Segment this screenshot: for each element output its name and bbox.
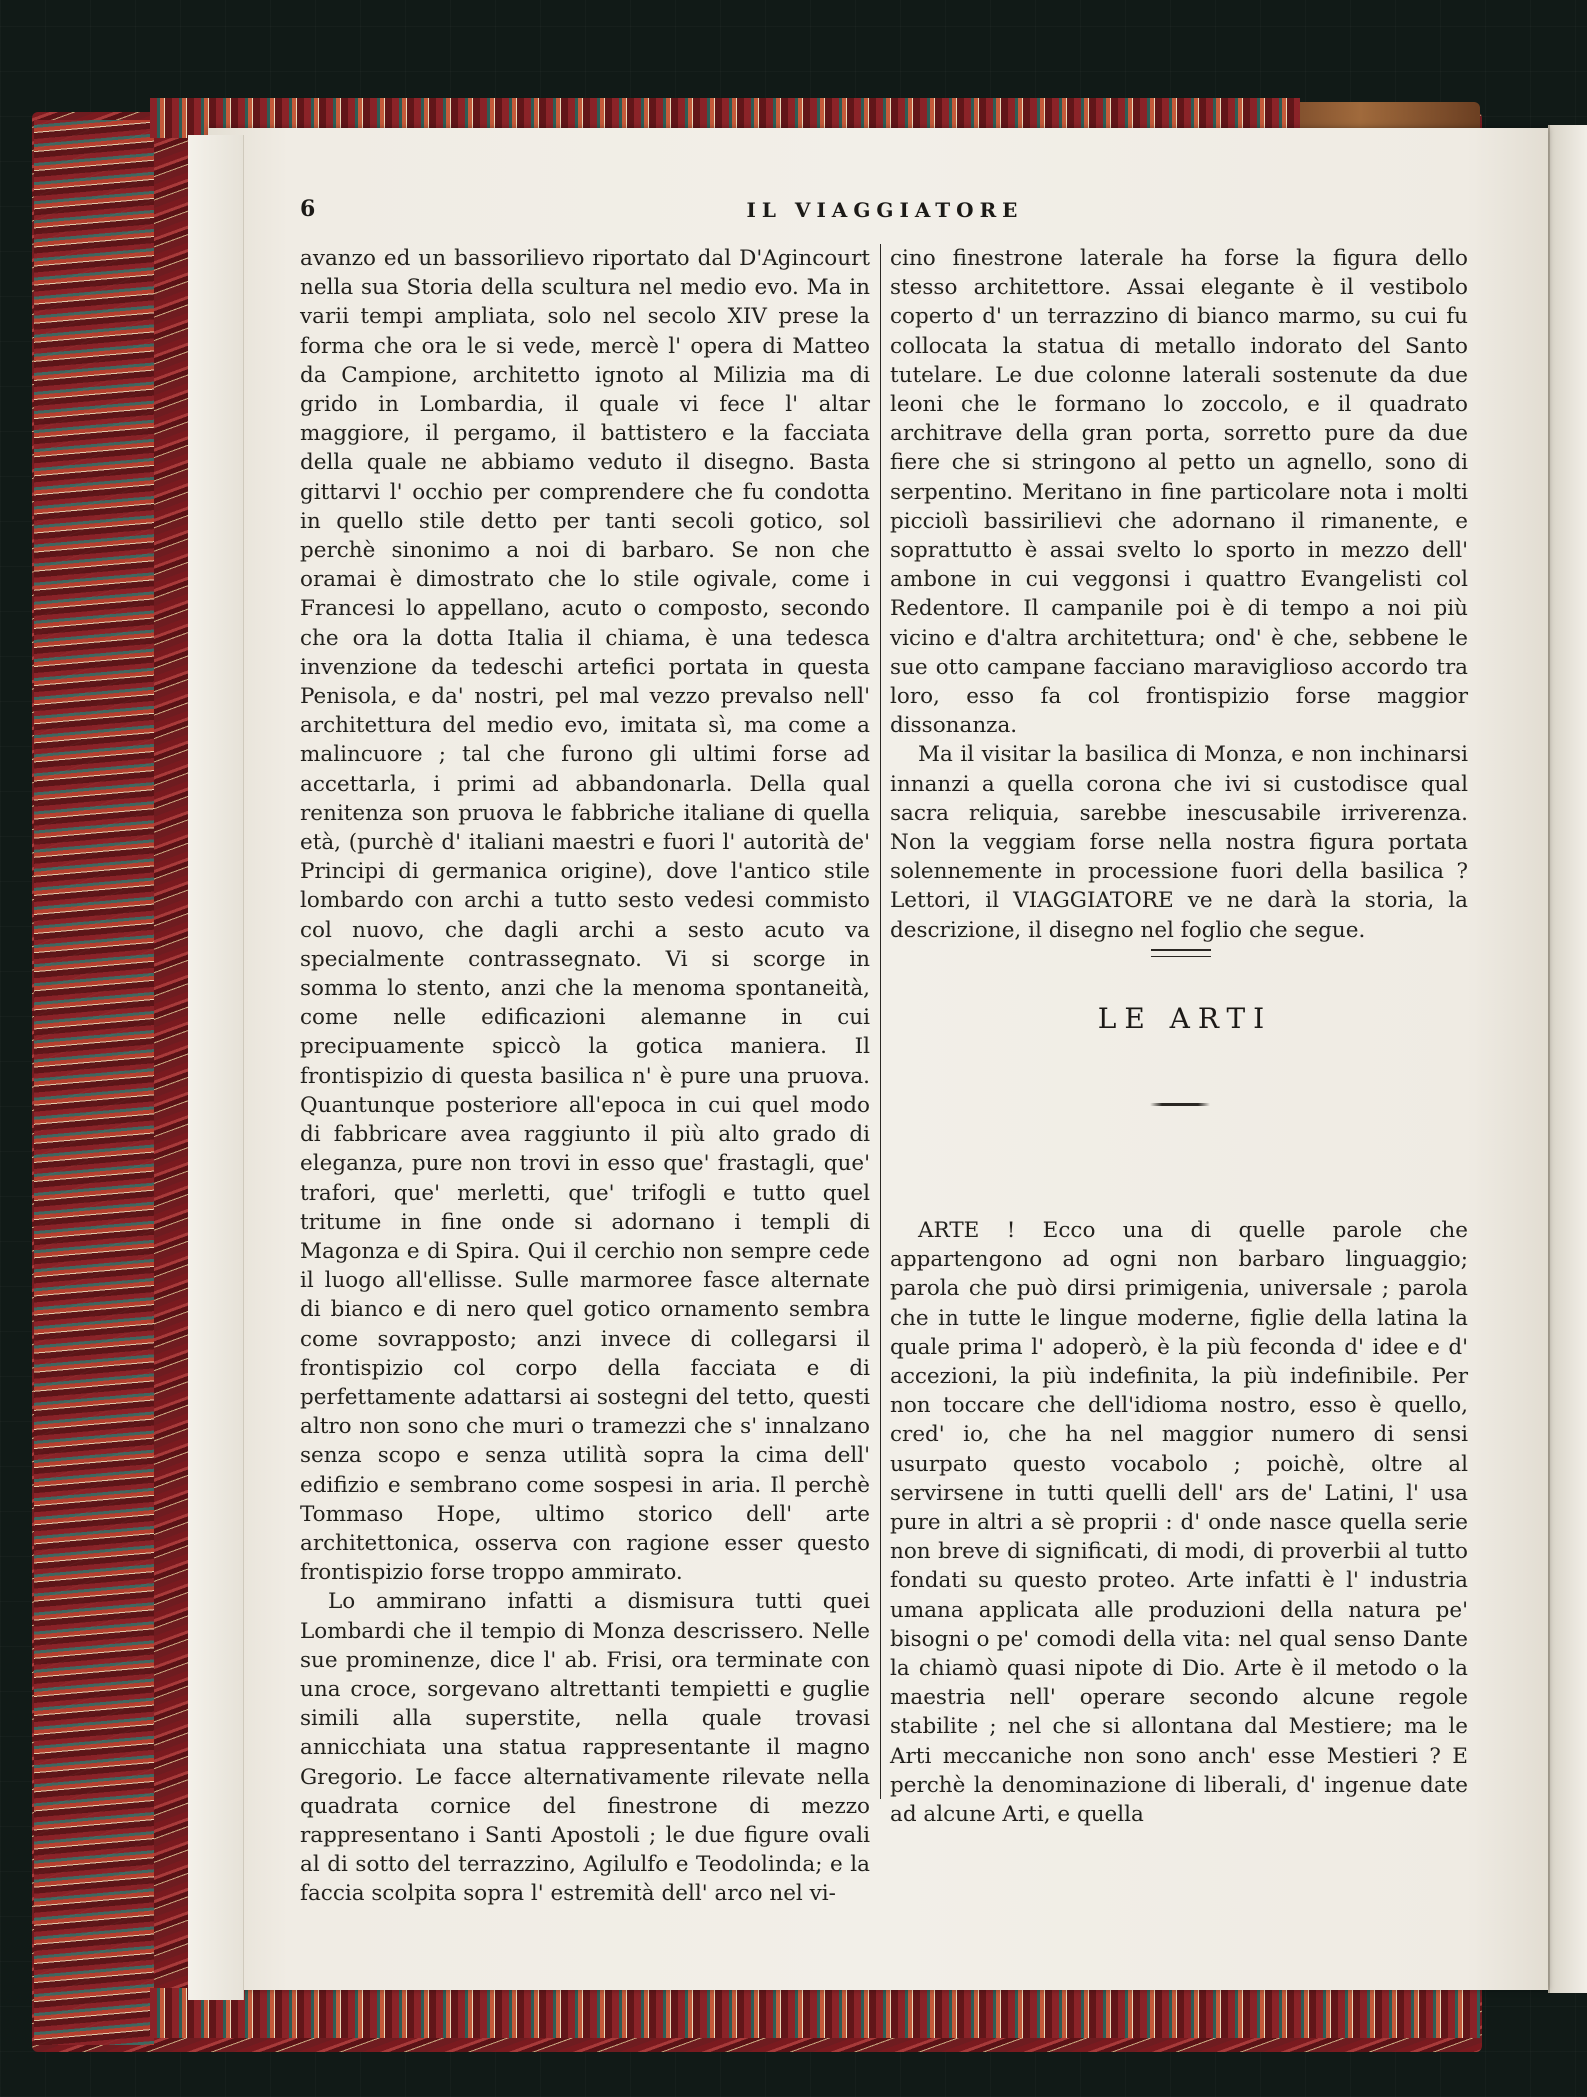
- page-number: 6: [300, 196, 316, 222]
- running-head: IL VIAGGIATORE: [746, 198, 1024, 222]
- section-body: [890, 1216, 1468, 1829]
- binding-guard-strip: [188, 135, 244, 2000]
- right-column: [890, 244, 1468, 945]
- paragraph: Lo ammirano infatti a dismisura tutti quei Lombardi che il tempio di Monza descrissero. Nelle sue prominenze, dice l' ab. Frisi, ora terminate con una croce, sorgevano altrettanti tempietti e guglie simili alla superstite, nella quale trovasi annicchiata una statua rappresentante il magno Gregorio. Le facce alternativamente rilevate nella quadrata cornice del finestrone di mezzo rappresentano i Santi Apostoli ; le due figure ovali al di sotto del terrazzino, Agilulfo e Teodolinda; e la faccia scolpita sopra l' estremità dell' arco nel vi-: [300, 1589, 870, 1907]
- paragraph: Ma il visitar la basilica di Monza, e non inchinarsi innanzi a quella corona che ivi si custodisce qual sacra reliquia, sarebbe inescusabile irriverenza. Non la veggiam forse nella nostra figura portata solennemente in processione fuori della basilica ? Lettori, il VIAGGIATORE ve ne darà la storia, la descrizione, il disegno nel foglio che segue.: [890, 742, 1468, 943]
- marbled-cover-bottom: [150, 1988, 1480, 2038]
- section-rule: [1151, 949, 1211, 957]
- paragraph: avanzo ed un bassorilievo riportato dal D'Agincourt nella sua Storia della scultura nel medio evo. Ma in varii tempi ampliata, solo nel secolo XIV prese la forma che ora le si vede, mercè l' opera di Matteo da Campione, architetto ignoto al Milizia ma di grido in Lombardia, il quale vi fece l' altar maggiore, il pergamo, il battistero e la facciata della quale ne abbiamo veduto il disegno. Basta gittarvi l' occhio per comprendere che fu condotta in quello stile detto per tanti secoli gotico, sol perchè sinonimo a noi di barbaro. Se non che oramai è dimostrato che lo stile ogivale, come i Francesi lo appellano, acuto o composto, secondo che ora la dotta Italia il chiama, è una tedesca invenzione da tedeschi artefici portata in questa Penisola, e da' nostri, pel mal vezzo prevalso nell' architettura del medio evo, imitata sì, ma come a malincuore ; tal che furono gli ultimi forse ad accettarla, i primi ad abbandonarla. Della qual renitenza son pruova le fabbriche italiane di quella età, (purchè d' italiani maestri e fuori l' autorità de' Principi di germanica origine), dove l'antico stile lombardo con archi a tutto sesto vedesi commisto col nuovo, che dagli archi a sesto acuto va specialmente contrassegnato. Vi si scorge in somma lo stento, anzi che la menoma spontaneità, come nelle edificazioni alemanne in cui precipuamente spiccò la gotica maniera. Il frontispizio di questa basilica n' è pure una pruova. Quantunque posteriore all'epoca in cui quel modo di fabbricare avea raggiunto il più alto grado di eleganza, pure non trovi in esso que' frastagli, que' trafori, que' merletti, que' trifogli e tutto quel tritume in fine onde si adornano i templi di Magonza e di Spira. Qui il cerchio non sempre cede il luogo all'ellisse. Sulle marmoree fasce alternate di bianco e di nero quel gotico ornamento sembra come sovrapposto; anzi invece di collegarsi il frontispizio col corpo della facciata e di perfettamente adattarsi ai sostegni del tetto, questi altro non sono che muri o tramezzi che s' innalzano senza scopo e senza utilità sopra la cima dell' edifizio e sembrano come sospesi in aria. Il perchè Tommaso Hope, ultimo storico dell' arte architettonica, osserva con ragione esser questo frontispizio forse troppo ammirato.: [300, 246, 870, 1586]
- left-column: [300, 244, 870, 1909]
- paragraph: cino finestrone laterale ha forse la figura dello stesso architettore. Assai elegante è il vestibolo coperto d' un terrazzino di bianco marmo, su cui fu collocata la statua di metallo indorato del Santo tutelare. Le due colonne laterali sostenute da due leoni che le formano lo zoccolo, e il quadrato architrave della gran porta, sorretto pure da due fiere che si stringono al petto un agnello, sono di serpentino. Meritano in fine particolare nota i molti picciolì bassirilievi che adornano il rimanente, e soprattutto è assai svelto lo sporto in mezzo dell' ambone in cui veggonsi i quattro Evangelisti col Redentore. Il campanile poi è di tempo a noi più vicino e d'altra architettura; ond' è che, sebbene le sue otto campane facciano maraviglioso accordo tra loro, esso fa col frontispizio forse maggior dissonanza.: [890, 246, 1468, 739]
- section-title: LE ARTI: [1097, 1002, 1273, 1035]
- column-divider: [880, 244, 881, 1799]
- paragraph: ARTE ! Ecco una di quelle parole che appartengono ad ogni non barbaro linguaggio; parola che può dirsi primigenia, universale ; parola che in tutte le lingue moderne, figlie della latina la quale prima l' adoperò, è la più feconda d' idee e d' accezioni, la più indefinita, la più indefinibile. Per non toccare che dell'idioma nostro, esso è quello, cred' io, che ha nel maggior numero di sensi usurpato questo vocabolo ; poichè, oltre al servirsene in tutti quelli dell' ars de' Latini, l' usa pure in altri a sè proprii : d' onde nasce quella serie non breve di significati, di modi, di proverbii al tutto fondati su questo proteo. Arte infatti è l' industria umana applicata alle produzioni della natura pe' bisogni o pe' comodi della vita: nel qual senso Dante la chiamò quasi nipote di Dio. Arte è il metodo o la maestria nell' operare secondo alcune regole stabilite ; nel che si allontana dal Mestiere; ma le Arti meccaniche non sono anch' esse Mestieri ? E perchè la denominazione di liberali, d' ingenue date ad alcune Arti, e quella: [890, 1218, 1468, 1828]
- marbled-cover-left: [34, 120, 154, 2045]
- next-page-edge: [1548, 125, 1587, 1993]
- section-ornament: [1150, 1103, 1210, 1106]
